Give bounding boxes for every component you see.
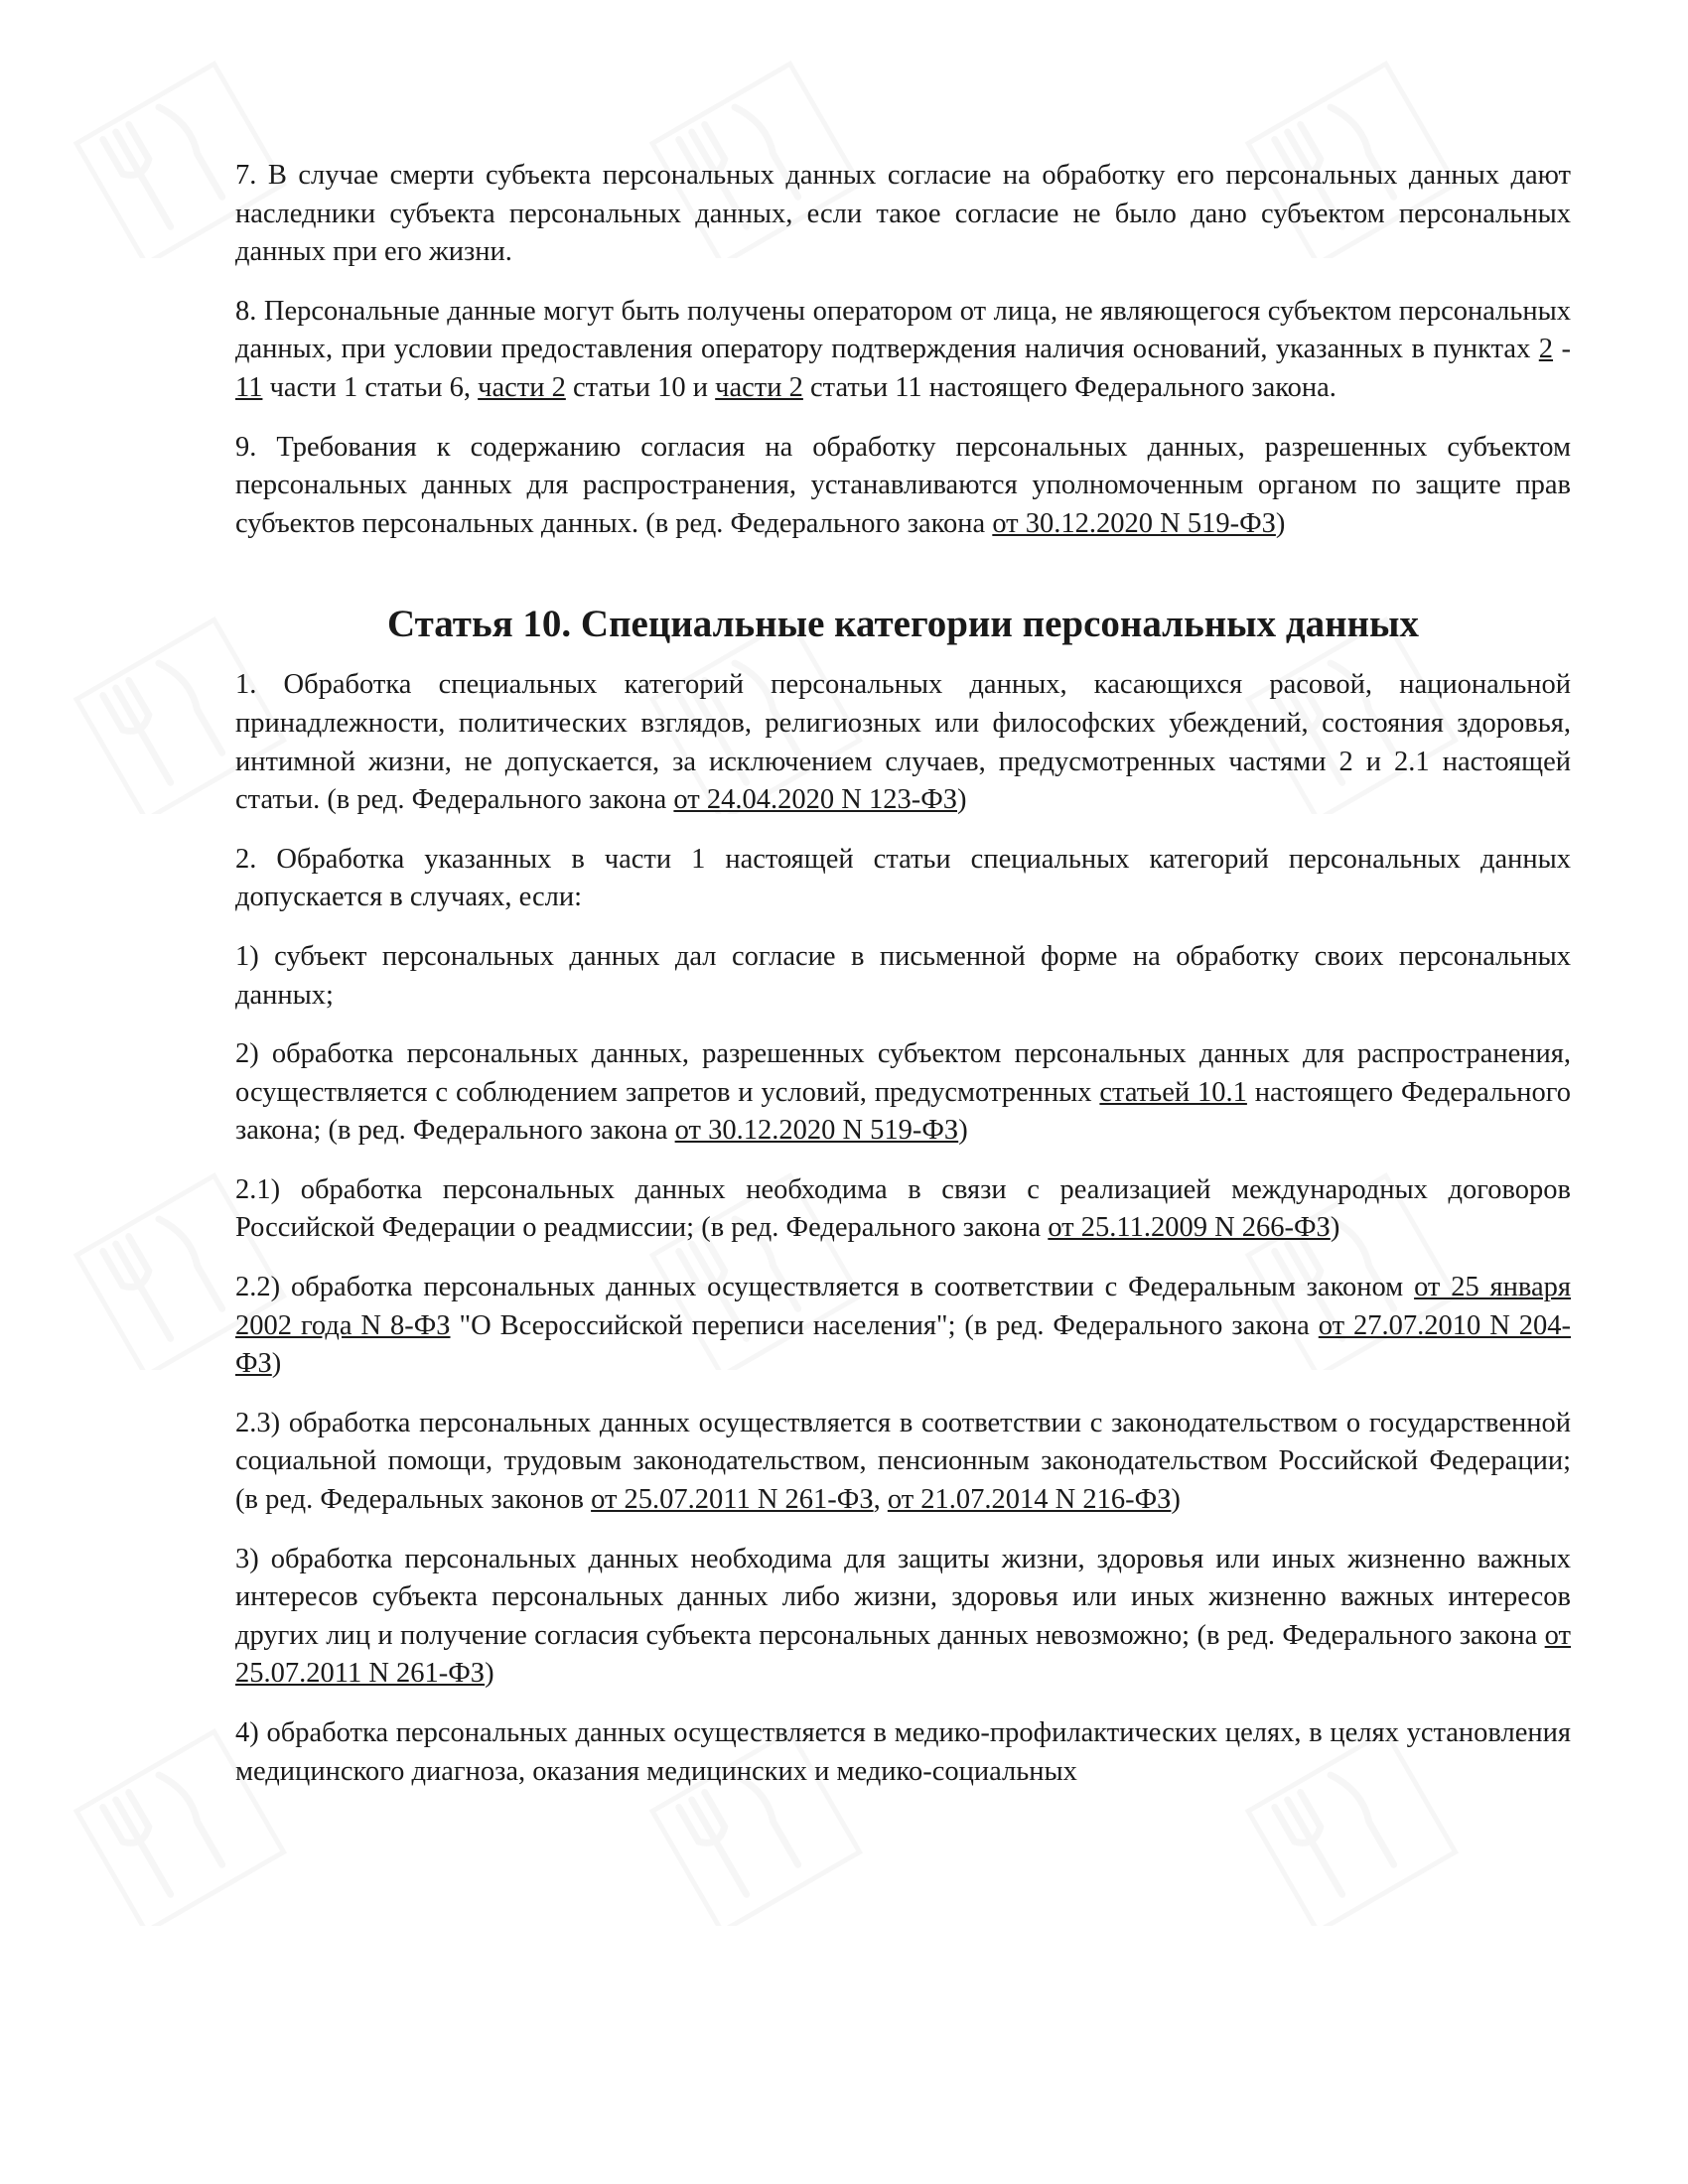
law-reference-link[interactable]: 11 xyxy=(235,371,263,403)
paragraph-text: части 1 статьи 6, xyxy=(262,371,479,403)
paragraph-text: 2) обработка персональных данных, разрешенных субъектом персональных данных для распространения, осуществляется с соблюдением запретов и условий, предусмотренных xyxy=(235,1038,1571,1108)
paragraph-text: 2.1) обработка персональных данных необходима в связи с реализацией международных договоров Российской Федерации о реадмиссии; (в ред. Федерального закона xyxy=(235,1173,1571,1244)
paragraph-text: 2.3) обработка персональных данных осуществляется в соответствии с законодательством о государственной социальной помощи, трудовым законодательством, пенсионным законодательством Российской Федерации; (в ред. Федеральных законов xyxy=(235,1407,1571,1516)
paragraph-text: ) xyxy=(1275,507,1286,539)
paragraph-text: 2.2) обработка персональных данных осуществляется в соответствии с Федеральным законом xyxy=(235,1272,1415,1303)
paragraph-text: ) xyxy=(271,1348,282,1380)
paragraph xyxy=(235,157,1571,272)
paragraphs-before xyxy=(235,157,1571,543)
paragraph-text: 1) субъект персональных данных дал согласие в письменной форме на обработку своих персональных данных; xyxy=(235,940,1571,1011)
paragraph-text: 4) обработка персональных данных осуществляется в медико-профилактических целях, в целях установления медицинского диагноза, оказания медицинских и медико-социальных xyxy=(235,1717,1571,1787)
law-reference-link[interactable]: от 25.11.2009 N 266-ФЗ xyxy=(1048,1212,1331,1244)
paragraph-text: ) xyxy=(1171,1484,1181,1516)
law-reference-link[interactable]: 2 xyxy=(1538,334,1554,365)
paragraph-text: ) xyxy=(1330,1212,1340,1244)
paragraph-text: 9. Требования к содержанию согласия на обработку персональных данных, разрешенных субъектом персональных данных для распространения, устанавливаются уполномоченным органом по защите прав субъектов персональных данных. (в ред. Федерального закона xyxy=(235,431,1571,539)
law-reference-link[interactable]: от 30.12.2020 N 519-ФЗ xyxy=(674,1115,959,1147)
paragraph-text: 3) обработка персональных данных необходима для защиты жизни, здоровья или иных жизненно важных интересов субъекта персональных данных либо жизни, здоровья или иных жизненно важных интересов других лиц и получение согласия субъекта персональных данных невозможно; (в ред. Федерального закона xyxy=(235,1543,1571,1651)
paragraphs-after xyxy=(235,666,1571,1791)
paragraph-text: ) xyxy=(958,1115,968,1147)
law-reference-link[interactable]: части 2 xyxy=(715,371,803,403)
paragraph xyxy=(235,666,1571,819)
paragraph xyxy=(235,293,1571,408)
law-reference-link[interactable]: от 27.07.2010 N 204-ФЗ xyxy=(235,1309,1571,1380)
document-page xyxy=(235,157,1571,1812)
paragraph xyxy=(235,841,1571,917)
paragraph-text: статьи 10 и xyxy=(565,371,716,403)
paragraph xyxy=(235,1405,1571,1520)
paragraph-text: 1. Обработка специальных категорий персональных данных, касающихся расовой, национальной принадлежности, политических взглядов, религиозных или философских убеждений, состояния здоровья, интимной жизни, не допускается, за исключением случаев, предусмотренных частями 2 и 2.1 настоящей статьи. (в ред. Федерального закона xyxy=(235,669,1571,816)
paragraph xyxy=(235,1714,1571,1791)
paragraph xyxy=(235,938,1571,1015)
paragraph-text: , xyxy=(873,1484,888,1516)
paragraph-text: статьи 11 настоящего Федерального закона. xyxy=(802,371,1336,403)
law-reference-link[interactable]: от 30.12.2020 N 519-ФЗ xyxy=(992,507,1276,539)
paragraph xyxy=(235,429,1571,544)
law-reference-link[interactable]: статьей 10.1 xyxy=(1099,1076,1247,1108)
paragraph xyxy=(235,1541,1571,1694)
article-heading: Статья 10. Специальные категории персональных данных xyxy=(387,603,1419,646)
paragraph-text: "О Всероссийской переписи населения"; (в ред. Федерального закона xyxy=(450,1309,1319,1341)
paragraph-text: 8. Персональные данные могут быть получены оператором от лица, не являющегося субъектом персональных данных, при условии предоставления оператору подтверждения наличия оснований, указанных в пунктах xyxy=(235,295,1571,365)
law-reference-link[interactable]: от 25.07.2011 N 261-ФЗ xyxy=(235,1619,1571,1690)
law-reference-link[interactable]: от 25 января 2002 года N 8-ФЗ xyxy=(235,1272,1572,1341)
paragraph-text: - xyxy=(1553,334,1571,365)
paragraph xyxy=(235,1269,1571,1384)
paragraph xyxy=(235,1035,1571,1151)
law-reference-link[interactable]: от 25.07.2011 N 261-ФЗ xyxy=(591,1484,874,1516)
paragraph xyxy=(235,1171,1571,1248)
law-reference-link[interactable]: от 24.04.2020 N 123-ФЗ xyxy=(673,784,957,816)
paragraph-text: ) xyxy=(485,1658,494,1690)
law-reference-link[interactable]: части 2 xyxy=(478,371,566,403)
paragraph-text: 7. В случае смерти субъекта персональных данных согласие на обработку его персональных данных дают наследники субъекта персональных данных, если такое согласие не было дано субъектом персональных данных при его жизни. xyxy=(235,160,1571,268)
paragraph-text: ) xyxy=(957,784,967,816)
law-reference-link[interactable]: от 21.07.2014 N 216-ФЗ xyxy=(887,1484,1172,1516)
paragraph-text: настоящего Федерального закона; (в ред. Федерального закона xyxy=(235,1076,1571,1147)
paragraph-text: 2. Обработка указанных в части 1 настоящей статьи специальных категорий персональных данных допускается в случаях, если: xyxy=(235,843,1571,913)
